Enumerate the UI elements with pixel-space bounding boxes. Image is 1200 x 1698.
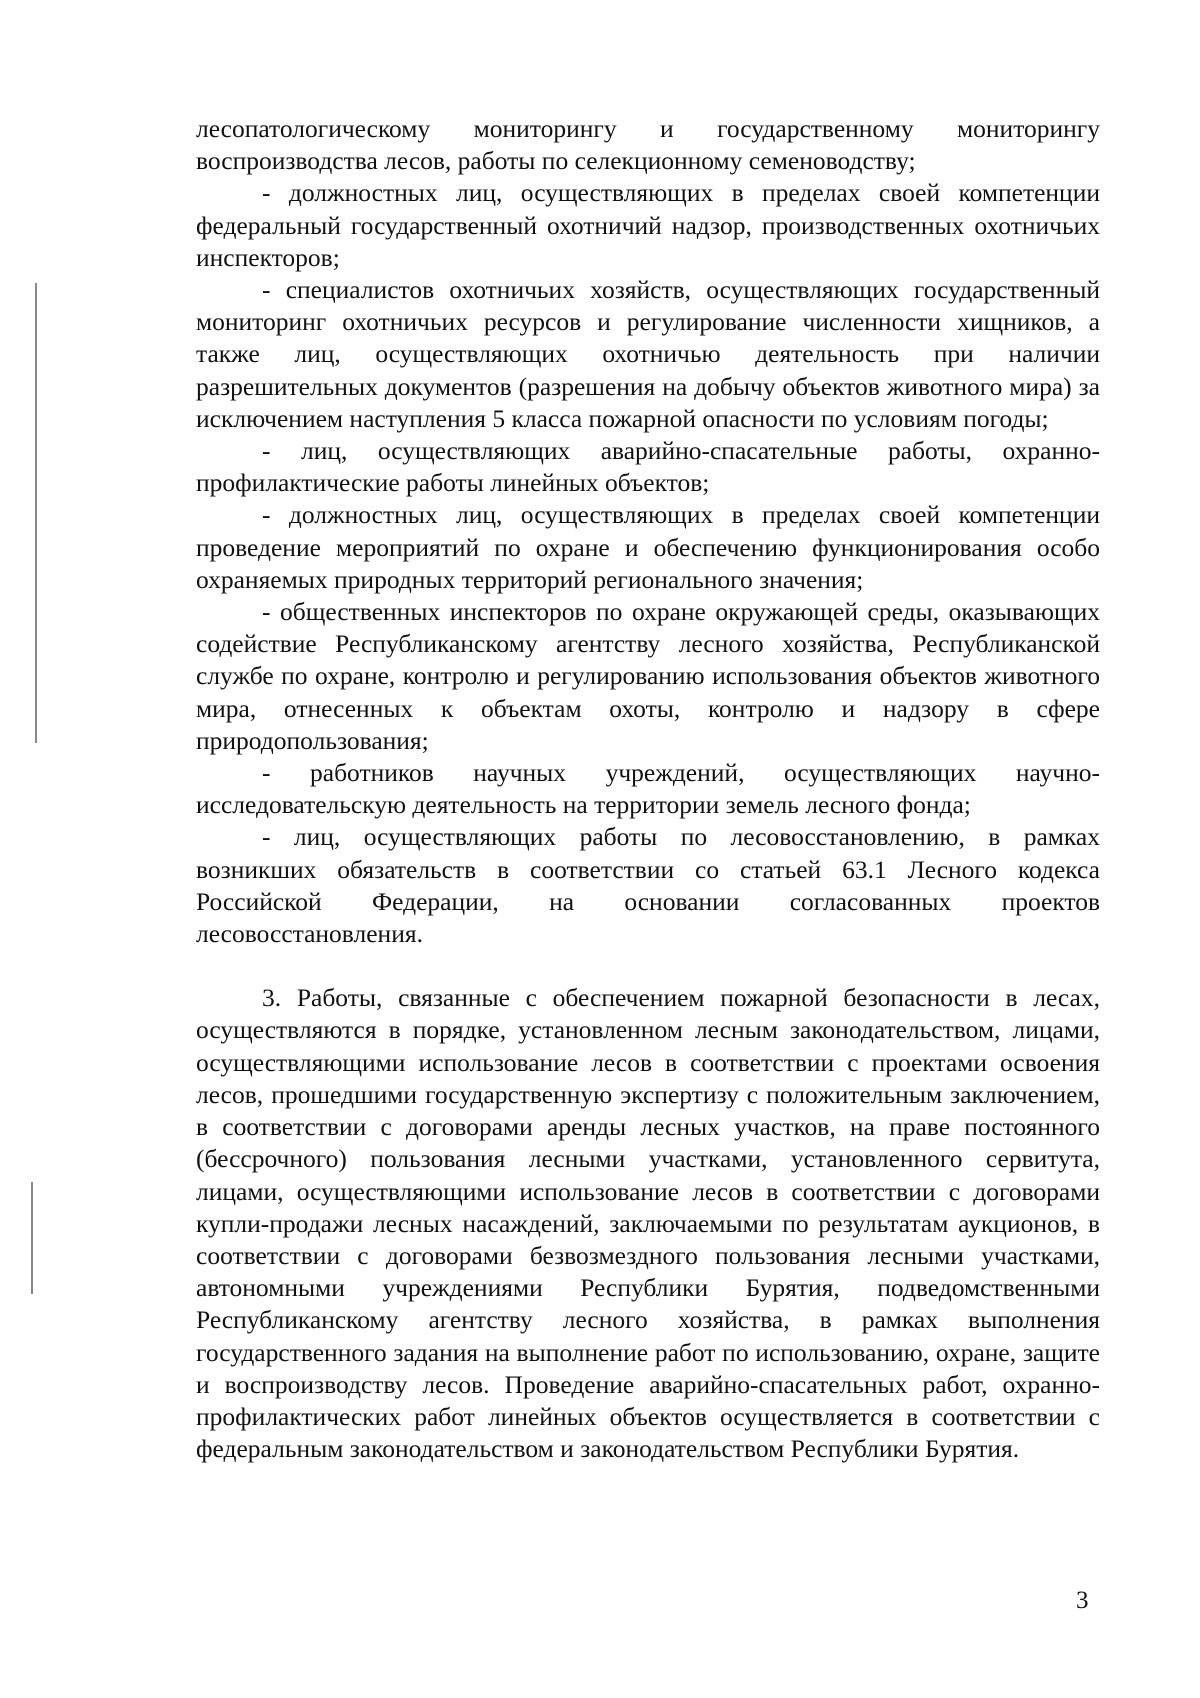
scan-margin-line	[31, 1182, 33, 1294]
list-item-emergency-works: - лиц, осуществляющих аварийно-спасательные работы, охранно-профилактические работы линейных объектов;	[196, 436, 1100, 498]
list-item-scientific-workers: - работников научных учреждений, осуществляющих научно-исследовательскую деятельность на территории земель лесного фонда;	[196, 758, 1100, 820]
section-3-paragraph: 3. Работы, связанные с обеспечением пожарной безопасности в лесах, осуществляются в порядке, установленном лесным законодательством, лицами, осуществляющими использование лесов в соответствии с проектами освоения лесов, прошедшими государственную экспертизу с положительным заключением, в соответствии с договорами аренды лесных участков, на праве постоянного (бессрочного) пользования лесными участками, установленного сервитута, лицами, осуществляющими использование лесов в соответствии с договорами купли-продажи лесных насаждений, заключаемыми по результатам аукционов, в соответствии с договорами безвозмездного пользования лесными участками, автономными учреждениями Республики Бурятия, подведомственными Республиканскому агентству лесного хозяйства, в рамках выполнения государственного задания на выполнение работ по использованию, охране, защите и воспроизводству лесов. Проведение аварийно-спасательных работ, охранно-профилактических работ линейных объектов осуществляется в соответствии с федеральным законодательством и законодательством Республики Бурятия.	[196, 983, 1100, 1464]
list-item-protected-areas: - должностных лиц, осуществляющих в пределах своей компетенции проведение мероприятий по охране и обеспечению функционирования особо охраняемых природных территорий регионального значения;	[196, 500, 1100, 594]
paragraph-continuation: лесопатологическому мониторингу и государственному мониторингу воспроизводства лесов, работы по селекционному семеноводству;	[196, 114, 1100, 176]
list-item-hunting-supervision: - должностных лиц, осуществляющих в пределах своей компетенции федеральный государственный охотничий надзор, производственных охотничьих инспекторов;	[196, 178, 1100, 272]
list-item-hunting-specialists: - специалистов охотничьих хозяйств, осуществляющих государственный мониторинг охотничьих ресурсов и регулирование численности хищников, а также лиц, осуществляющих охотничью деятельность при наличии разрешительных документов (разрешения на добычу объектов животного мира) за исключением наступления 5 класса пожарной опасности по условиям погоды;	[196, 275, 1100, 433]
list-item-public-inspectors: - общественных инспекторов по охране окружающей среды, оказывающих содействие Республиканскому агентству лесного хозяйства, Республиканской службе по охране, контролю и регулированию использования объектов животного мира, отнесенных к объектам охоты, контролю и надзору в сфере природопользования;	[196, 597, 1100, 755]
document-body	[196, 113, 1100, 1465]
list-item-reforestation: - лиц, осуществляющих работы по лесовосстановлению, в рамках возникших обязательств в соответствии со статьей 63.1 Лесного кодекса Российской Федерации, на основании согласованных проектов лесовосстановления.	[196, 822, 1100, 949]
page-number: 3	[1076, 1587, 1089, 1614]
scan-margin-line	[35, 283, 37, 743]
